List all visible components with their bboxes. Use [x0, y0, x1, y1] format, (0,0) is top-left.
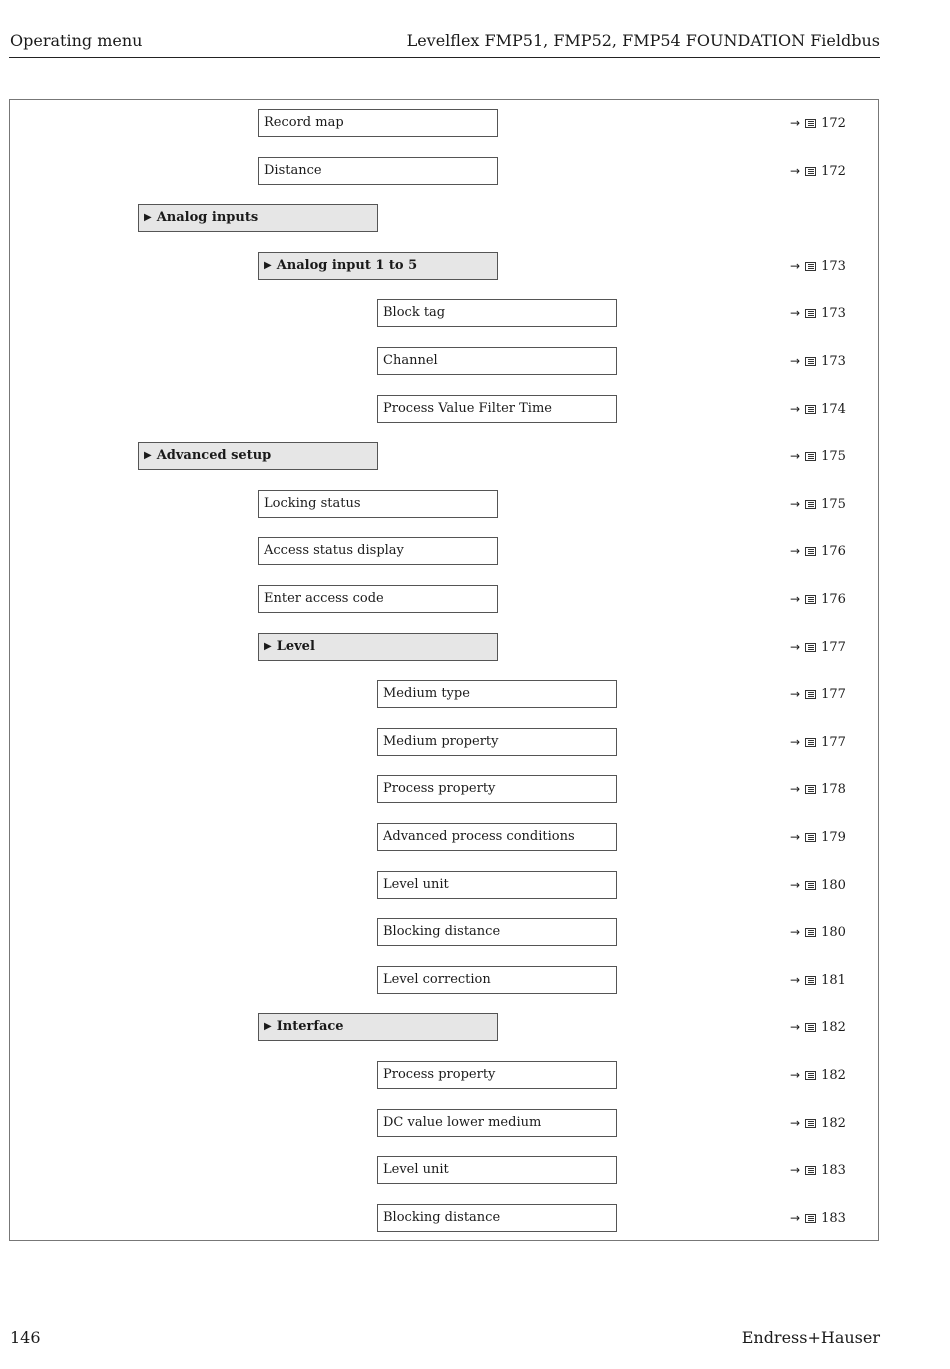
submenu-box — [258, 633, 498, 661]
menu-item-label: Process property — [383, 781, 496, 796]
header-divider — [9, 57, 880, 58]
page-reference-number: 176 — [821, 544, 846, 559]
menu-row — [10, 966, 878, 994]
menu-item-label: Analog inputs — [156, 210, 259, 225]
parameter-box — [377, 1109, 617, 1137]
page-reference-number: 173 — [821, 259, 846, 274]
page-reference-number: 179 — [821, 830, 846, 845]
menu-item-label: Record map — [264, 115, 344, 130]
page-reference-icon — [805, 1214, 816, 1223]
page-reference-icon — [805, 595, 816, 604]
page-reference — [790, 1156, 846, 1184]
page-reference — [790, 823, 846, 851]
page-reference — [790, 157, 846, 185]
arrow-right-icon: → — [790, 449, 801, 463]
page-reference-icon — [805, 928, 816, 937]
page-reference — [790, 537, 846, 565]
menu-row — [10, 204, 878, 232]
menu-row — [10, 1061, 878, 1089]
page-reference — [790, 871, 846, 899]
page-reference-icon — [805, 167, 816, 176]
arrow-right-icon: → — [790, 925, 801, 939]
page-reference — [790, 299, 846, 327]
page-reference-icon — [805, 881, 816, 890]
arrow-right-icon: → — [790, 354, 801, 368]
arrow-right-icon: → — [790, 544, 801, 558]
menu-row — [10, 109, 878, 137]
menu-item-label: DC value lower medium — [383, 1115, 542, 1130]
menu-item-label: Medium type — [383, 686, 470, 701]
page-reference-number: 175 — [821, 497, 846, 512]
page-reference-number: 177 — [821, 735, 846, 750]
menu-row — [10, 347, 878, 375]
page-reference-icon — [805, 833, 816, 842]
page-reference-icon — [805, 1166, 816, 1175]
menu-item-label: Channel — [383, 353, 438, 368]
page-reference-number: 182 — [821, 1068, 846, 1083]
menu-item-label: Interface — [276, 1019, 344, 1034]
page-reference-number: 177 — [821, 687, 846, 702]
menu-item-label: Enter access code — [264, 591, 384, 606]
arrow-right-icon: → — [790, 497, 801, 511]
parameter-box — [258, 585, 498, 613]
parameter-box — [377, 775, 617, 803]
page-reference-icon — [805, 309, 816, 318]
arrow-right-icon: → — [790, 1068, 801, 1082]
parameter-box — [377, 871, 617, 899]
arrow-right-icon: → — [790, 164, 801, 178]
submenu-box — [138, 204, 378, 232]
menu-row — [10, 157, 878, 185]
page-reference — [790, 347, 846, 375]
page-reference — [790, 728, 846, 756]
menu-row — [10, 1013, 878, 1041]
page-reference — [790, 966, 846, 994]
menu-row — [10, 728, 878, 756]
submenu-box — [258, 1013, 498, 1041]
parameter-box — [377, 1204, 617, 1232]
arrow-right-icon: → — [790, 1020, 801, 1034]
menu-item-label: Advanced setup — [156, 448, 272, 463]
page-reference — [790, 680, 846, 708]
arrow-right-icon: → — [790, 306, 801, 320]
arrow-right-icon: → — [790, 1211, 801, 1225]
page-reference-number: 180 — [821, 925, 846, 940]
page-reference-icon — [805, 690, 816, 699]
parameter-box — [258, 157, 498, 185]
page-reference — [790, 1013, 846, 1041]
parameter-box — [377, 918, 617, 946]
page-reference — [790, 1109, 846, 1137]
page-reference-number: 178 — [821, 782, 846, 797]
menu-item-label: Level unit — [383, 877, 449, 892]
page-reference — [790, 490, 846, 518]
page-reference-number: 181 — [821, 973, 846, 988]
menu-row — [10, 490, 878, 518]
page-reference — [790, 775, 846, 803]
parameter-box — [377, 1156, 617, 1184]
page-reference-number: 175 — [821, 449, 846, 464]
menu-tree-frame — [9, 99, 879, 1241]
menu-item-label: Medium property — [383, 734, 499, 749]
page-number: 146 — [10, 1328, 41, 1347]
page-reference — [790, 109, 846, 137]
page-reference-icon — [805, 452, 816, 461]
menu-row — [10, 585, 878, 613]
page-reference-number: 183 — [821, 1211, 846, 1226]
header-section-title: Operating menu — [10, 31, 143, 50]
arrow-right-icon: → — [790, 116, 801, 130]
parameter-box — [377, 680, 617, 708]
menu-row — [10, 1156, 878, 1184]
menu-item-label: Advanced process conditions — [383, 829, 575, 844]
arrow-right-icon: → — [790, 259, 801, 273]
menu-item-label: Process Value Filter Time — [383, 401, 552, 416]
menu-item-label: Distance — [264, 163, 322, 178]
menu-row — [10, 442, 878, 470]
arrow-right-icon: → — [790, 592, 801, 606]
menu-item-label: Block tag — [383, 305, 446, 320]
parameter-box — [377, 728, 617, 756]
parameter-box — [377, 823, 617, 851]
company-name: Endress+Hauser — [741, 1328, 880, 1347]
arrow-right-icon: → — [790, 735, 801, 749]
page-reference — [790, 395, 846, 423]
page-reference-icon — [805, 643, 816, 652]
menu-row — [10, 252, 878, 280]
page-reference-number: 173 — [821, 354, 846, 369]
page-reference-number: 180 — [821, 878, 846, 893]
page-reference-icon — [805, 1119, 816, 1128]
arrow-right-icon: → — [790, 782, 801, 796]
page-reference-icon — [805, 1071, 816, 1080]
menu-row — [10, 299, 878, 327]
page-reference — [790, 918, 846, 946]
page-reference-icon — [805, 738, 816, 747]
page-reference-icon — [805, 785, 816, 794]
arrow-right-icon: → — [790, 640, 801, 654]
menu-row — [10, 680, 878, 708]
page-reference — [790, 1204, 846, 1232]
parameter-box — [377, 299, 617, 327]
page-reference-number: 176 — [821, 592, 846, 607]
page-reference — [790, 442, 846, 470]
page-reference-icon — [805, 500, 816, 509]
menu-row — [10, 633, 878, 661]
menu-row — [10, 537, 878, 565]
menu-item-label: Analog input 1 to 5 — [276, 258, 418, 273]
parameter-box — [258, 537, 498, 565]
parameter-box — [258, 109, 498, 137]
page-reference-icon — [805, 1023, 816, 1032]
menu-row — [10, 1204, 878, 1232]
menu-row — [10, 395, 878, 423]
page-reference-number: 182 — [821, 1116, 846, 1131]
page-reference-number: 172 — [821, 164, 846, 179]
menu-row — [10, 775, 878, 803]
page-reference — [790, 633, 846, 661]
page-reference-icon — [805, 405, 816, 414]
page-reference — [790, 585, 846, 613]
page-reference-number: 173 — [821, 306, 846, 321]
page-reference — [790, 1061, 846, 1089]
parameter-box — [377, 395, 617, 423]
menu-row — [10, 1109, 878, 1137]
parameter-box — [377, 1061, 617, 1089]
menu-item-label: Blocking distance — [383, 1210, 501, 1225]
arrow-right-icon: → — [790, 830, 801, 844]
menu-item-label: Level unit — [383, 1162, 449, 1177]
menu-item-label: Process property — [383, 1067, 496, 1082]
menu-item-label: Blocking distance — [383, 924, 501, 939]
page-reference-icon — [805, 119, 816, 128]
page-reference-icon — [805, 976, 816, 985]
menu-item-label: Access status display — [264, 543, 404, 558]
header-product-title: Levelflex FMP51, FMP52, FMP54 FOUNDATION Fieldbus — [406, 31, 880, 50]
arrow-right-icon: → — [790, 687, 801, 701]
page-reference — [790, 252, 846, 280]
arrow-right-icon: → — [790, 878, 801, 892]
arrow-right-icon: → — [790, 402, 801, 416]
page-reference-number: 177 — [821, 640, 846, 655]
page-reference-icon — [805, 547, 816, 556]
submenu-box — [138, 442, 378, 470]
menu-row — [10, 871, 878, 899]
submenu-box — [258, 252, 498, 280]
menu-row — [10, 823, 878, 851]
menu-item-label: Level correction — [383, 972, 491, 987]
menu-row — [10, 918, 878, 946]
parameter-box — [258, 490, 498, 518]
parameter-box — [377, 347, 617, 375]
page-reference-icon — [805, 262, 816, 271]
page-reference-number: 174 — [821, 402, 846, 417]
page-reference-icon — [805, 357, 816, 366]
parameter-box — [377, 966, 617, 994]
menu-item-label: Locking status — [264, 496, 361, 511]
arrow-right-icon: → — [790, 1116, 801, 1130]
menu-item-label: Level — [276, 639, 315, 654]
page-reference-number: 183 — [821, 1163, 846, 1178]
page-reference-number: 172 — [821, 116, 846, 131]
arrow-right-icon: → — [790, 973, 801, 987]
arrow-right-icon: → — [790, 1163, 801, 1177]
page-reference-number: 182 — [821, 1020, 846, 1035]
